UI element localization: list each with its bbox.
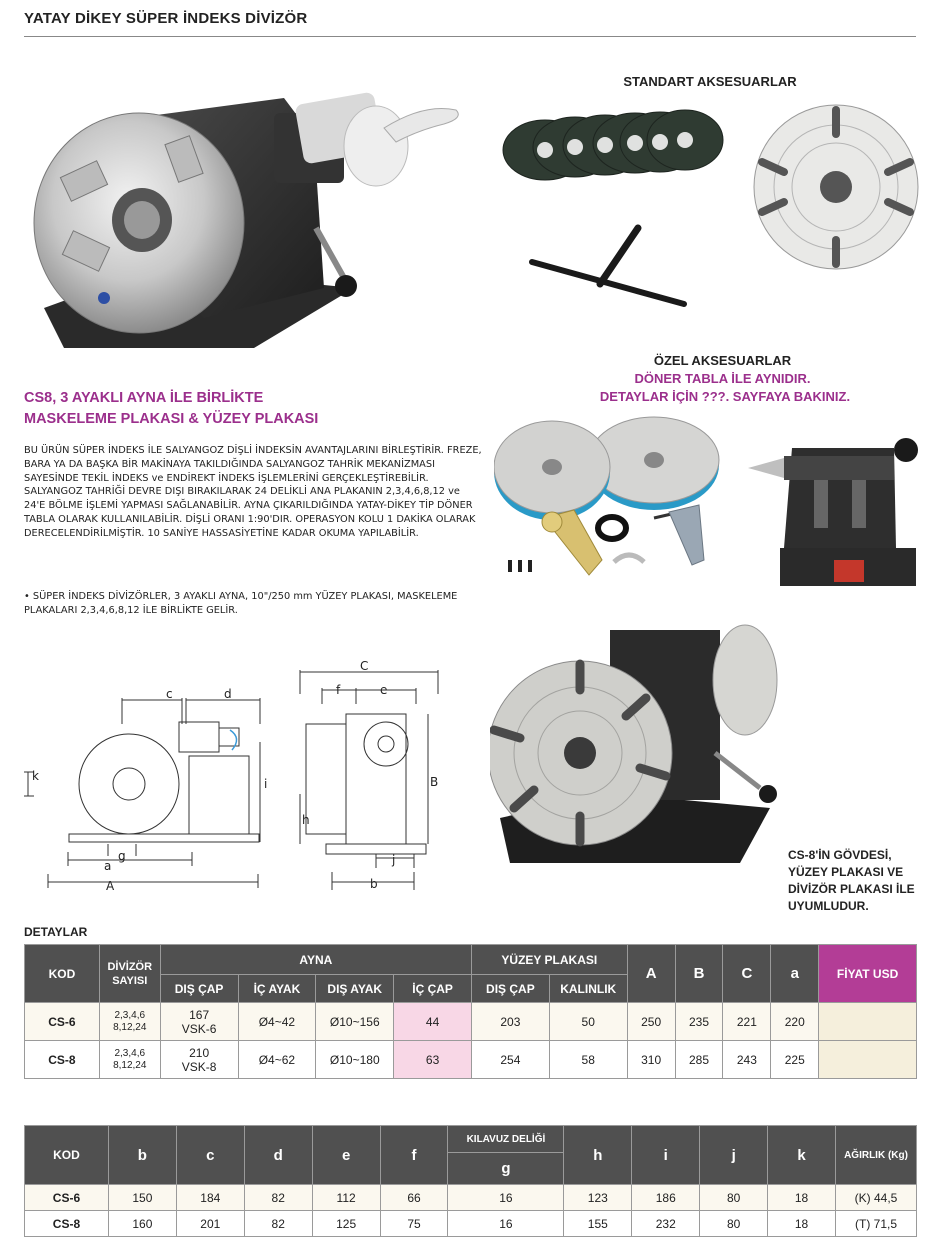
details-table-1 xyxy=(24,944,917,1079)
t2-cell-kod: CS-6 xyxy=(25,1185,109,1211)
t1-cell-divizor-line2: 8,12,24 xyxy=(113,1059,147,1071)
t2-cell-c: 184 xyxy=(176,1185,244,1211)
t2-header-j: j xyxy=(700,1126,768,1185)
t1-cell-dis-cap xyxy=(160,1003,238,1041)
dim-label-j: j xyxy=(392,853,396,867)
t2-cell-agirlik: (K) 44,5 xyxy=(836,1185,917,1211)
t2-cell-b: 150 xyxy=(108,1185,176,1211)
compatibility-note: CS-8'İN GÖVDESİ, YÜZEY PLAKASI VE DİVİZÖR PLAKASI İLE UYUMLUDUR. xyxy=(788,848,915,913)
t1-cell-dis-cap-line2: VSK-6 xyxy=(181,1021,217,1036)
t1-cell-dis-cap-line2: VSK-8 xyxy=(181,1059,217,1074)
t1-cell-ic-cap: 63 xyxy=(394,1041,472,1079)
t2-cell-i: 186 xyxy=(632,1185,700,1211)
dim-label-e: e xyxy=(380,683,388,697)
t2-cell-kod: CS-8 xyxy=(25,1211,109,1237)
t2-header-e: e xyxy=(312,1126,380,1185)
t1-cell-a: 220 xyxy=(771,1003,819,1041)
t2-header-d: d xyxy=(244,1126,312,1185)
special-accessories-line2: DÖNER TABLA İLE AYNIDIR. xyxy=(634,371,811,386)
product-description: BU ÜRÜN SÜPER İNDEKS İLE SALYANGOZ DİŞLİ İNDEKSİN AVANTAJLARINI BİRLEŞTİRİR. FREZE, BARA YA DA BAŞKA BİR MAKİNAYA TAKILDIĞINDA SALYANGOZ TAHRİK MEKANİZMASI SAYESİNDE TEKİL İNDEKS ve ENDİREKT İNDEKS İŞLEMLERİNİ GERÇEKLEŞTİREBİLİR. SALYANGOZ TAHRİĞİ DEVRE DIŞI BIRAKILARAK 24 DELİKLİ ANA PLAKANIN 2,3,4,6,8,12 ve 24'E BÖLME İŞLEMİ YAPMASI SAĞLANABİLİR. AYNA ÇIKARILDIĞINDA YATAY-DİKEY TİP DÖNER TABLA OLARAK KULLANILABİLİR. DİŞLİ ORANI 1:90'DIR. OPERASYON KOLU 1 DAKİKA OLARAK DERECELENDİRİLMİŞTİR. 10 SANİYE HASSASİYETİNE KADAR OKUMA YAPILABİLİR. xyxy=(24,445,482,539)
dim-label-A: A xyxy=(106,879,115,893)
technical-drawing-side xyxy=(296,654,466,894)
t2-cell-g: 16 xyxy=(448,1185,564,1211)
t1-header-price: FİYAT USD xyxy=(819,945,917,1003)
t2-cell-f: 75 xyxy=(380,1211,448,1237)
masking-plates-photo xyxy=(500,100,730,190)
product-title xyxy=(24,388,318,430)
t1-cell-ic-cap: 44 xyxy=(394,1003,472,1041)
dim-label-h: h xyxy=(302,813,310,827)
t1-header-kalinlik: KALINLIK xyxy=(549,975,627,1003)
t2-cell-g: 16 xyxy=(448,1211,564,1237)
product-title-line1: CS8, 3 AYAKLI AYNA İLE BİRLİKTE xyxy=(24,390,264,406)
index-plates-photo xyxy=(494,410,724,585)
t1-header-ic-cap: İÇ ÇAP xyxy=(394,975,472,1003)
t1-header-yuzey: YÜZEY PLAKASI xyxy=(471,945,627,975)
t1-cell-price xyxy=(819,1041,917,1079)
tailstock-photo xyxy=(744,428,920,598)
dim-label-C: C xyxy=(360,659,369,673)
t2-header-f: f xyxy=(380,1126,448,1185)
t1-header-ayna: AYNA xyxy=(160,945,471,975)
dim-label-b: b xyxy=(370,877,378,891)
t1-header-C: C xyxy=(723,945,771,1003)
t1-cell-yuzey-dis-cap: 203 xyxy=(471,1003,549,1041)
table-row xyxy=(25,1041,917,1079)
t2-cell-h: 123 xyxy=(564,1185,632,1211)
standard-accessories-title: STANDART AKSESUARLAR xyxy=(623,74,797,89)
t1-cell-divizor-line1: 2,3,4,6 xyxy=(114,1009,146,1021)
t1-header-yuzey-dis-cap: DIŞ ÇAP xyxy=(471,975,549,1003)
dim-label-f: f xyxy=(336,683,341,697)
table-row xyxy=(25,1185,917,1211)
t1-cell-a: 225 xyxy=(771,1041,819,1079)
t2-cell-j: 80 xyxy=(700,1185,768,1211)
t1-cell-dis-ayak: Ø10~180 xyxy=(316,1041,394,1079)
t2-cell-f: 66 xyxy=(380,1185,448,1211)
dim-label-d: d xyxy=(224,687,232,701)
title-divider xyxy=(24,36,916,37)
t1-cell-A: 250 xyxy=(627,1003,675,1041)
t2-cell-c: 201 xyxy=(176,1211,244,1237)
t2-cell-b: 160 xyxy=(108,1211,176,1237)
table-row xyxy=(25,1211,917,1237)
t1-cell-price xyxy=(819,1003,917,1041)
t1-cell-ic-ayak: Ø4~62 xyxy=(238,1041,316,1079)
t1-header-B: B xyxy=(675,945,723,1003)
rotary-table-photo xyxy=(490,618,790,866)
t1-cell-C: 243 xyxy=(723,1041,771,1079)
t2-cell-h: 155 xyxy=(564,1211,632,1237)
special-accessories-title: ÖZEL AKSESUARLAR xyxy=(653,353,792,368)
t1-header-A: A xyxy=(627,945,675,1003)
t1-header-a: a xyxy=(771,945,819,1003)
t2-cell-agirlik: (T) 71,5 xyxy=(836,1211,917,1237)
t1-cell-kalinlik: 50 xyxy=(549,1003,627,1041)
t2-header-g: g xyxy=(448,1153,564,1185)
dim-label-B: B xyxy=(430,775,439,789)
t1-header-ic-ayak: İÇ AYAK xyxy=(238,975,316,1003)
t2-header-kod: KOD xyxy=(25,1126,109,1185)
t1-cell-dis-cap xyxy=(160,1041,238,1079)
t2-header-agirlik: AĞIRLIK (Kg) xyxy=(836,1126,917,1185)
t1-cell-kod: CS-6 xyxy=(25,1003,100,1041)
t2-header-h: h xyxy=(564,1126,632,1185)
t1-cell-kod: CS-8 xyxy=(25,1041,100,1079)
t1-header-dis-cap: DIŞ ÇAP xyxy=(160,975,238,1003)
dim-label-a: a xyxy=(104,859,112,873)
t1-cell-C: 221 xyxy=(723,1003,771,1041)
t1-header-kod: KOD xyxy=(25,945,100,1003)
details-title: DETAYLAR xyxy=(24,925,88,939)
t1-cell-ic-ayak: Ø4~42 xyxy=(238,1003,316,1041)
surface-plate-photo xyxy=(752,102,920,272)
t1-cell-divizor xyxy=(99,1041,160,1079)
t1-header-divizor: DİVİZÖR SAYISI xyxy=(99,945,160,1003)
t1-cell-yuzey-dis-cap: 254 xyxy=(471,1041,549,1079)
t2-cell-d: 82 xyxy=(244,1211,312,1237)
t1-header-dis-ayak: DIŞ AYAK xyxy=(316,975,394,1003)
t2-header-k: k xyxy=(768,1126,836,1185)
t1-cell-divizor-line1: 2,3,4,6 xyxy=(114,1047,146,1059)
t2-cell-d: 82 xyxy=(244,1185,312,1211)
dim-label-g: g xyxy=(118,849,126,863)
details-table-2 xyxy=(24,1125,917,1237)
dim-label-i: i xyxy=(264,777,268,791)
t2-header-i: i xyxy=(632,1126,700,1185)
product-photo-indexing-head xyxy=(24,58,464,358)
t2-cell-i: 232 xyxy=(632,1211,700,1237)
t1-cell-B: 235 xyxy=(675,1003,723,1041)
t1-cell-divizor xyxy=(99,1003,160,1041)
t2-header-c: c xyxy=(176,1126,244,1185)
t2-cell-k: 18 xyxy=(768,1185,836,1211)
technical-drawing-front xyxy=(24,684,292,896)
chuck-key-photo xyxy=(528,222,688,312)
t1-cell-divizor-line2: 8,12,24 xyxy=(113,1021,147,1033)
t1-cell-A: 310 xyxy=(627,1041,675,1079)
t1-cell-kalinlik: 58 xyxy=(549,1041,627,1079)
dim-label-c: c xyxy=(166,687,173,701)
t1-cell-B: 285 xyxy=(675,1041,723,1079)
t2-cell-e: 125 xyxy=(312,1211,380,1237)
t2-cell-j: 80 xyxy=(700,1211,768,1237)
t2-header-b: b xyxy=(108,1126,176,1185)
t2-cell-e: 112 xyxy=(312,1185,380,1211)
t2-header-kilavuz: KILAVUZ DELİĞİ xyxy=(448,1126,564,1153)
product-bullet: • SÜPER İNDEKS DİVİZÖRLER, 3 AYAKLI AYNA, 10"/250 mm YÜZEY PLAKASI, MASKELEME PLAKALARI 2,3,4,6,8,12 İLE BİRLİKTE GELİR. xyxy=(24,591,458,616)
t1-cell-dis-cap-line1: 210 xyxy=(189,1045,210,1060)
table-row xyxy=(25,1003,917,1041)
t1-cell-dis-ayak: Ø10~156 xyxy=(316,1003,394,1041)
special-accessories-line3: DETAYLAR İÇİN ???. SAYFAYA BAKINIZ. xyxy=(599,389,851,404)
t1-cell-dis-cap-line1: 167 xyxy=(189,1007,210,1022)
dim-label-k: k xyxy=(32,769,39,783)
product-title-line2: MASKELEME PLAKASI & YÜZEY PLAKASI xyxy=(24,411,319,427)
t2-cell-k: 18 xyxy=(768,1211,836,1237)
page-title: YATAY DİKEY SÜPER İNDEKS DİVİZÖR xyxy=(24,10,308,27)
